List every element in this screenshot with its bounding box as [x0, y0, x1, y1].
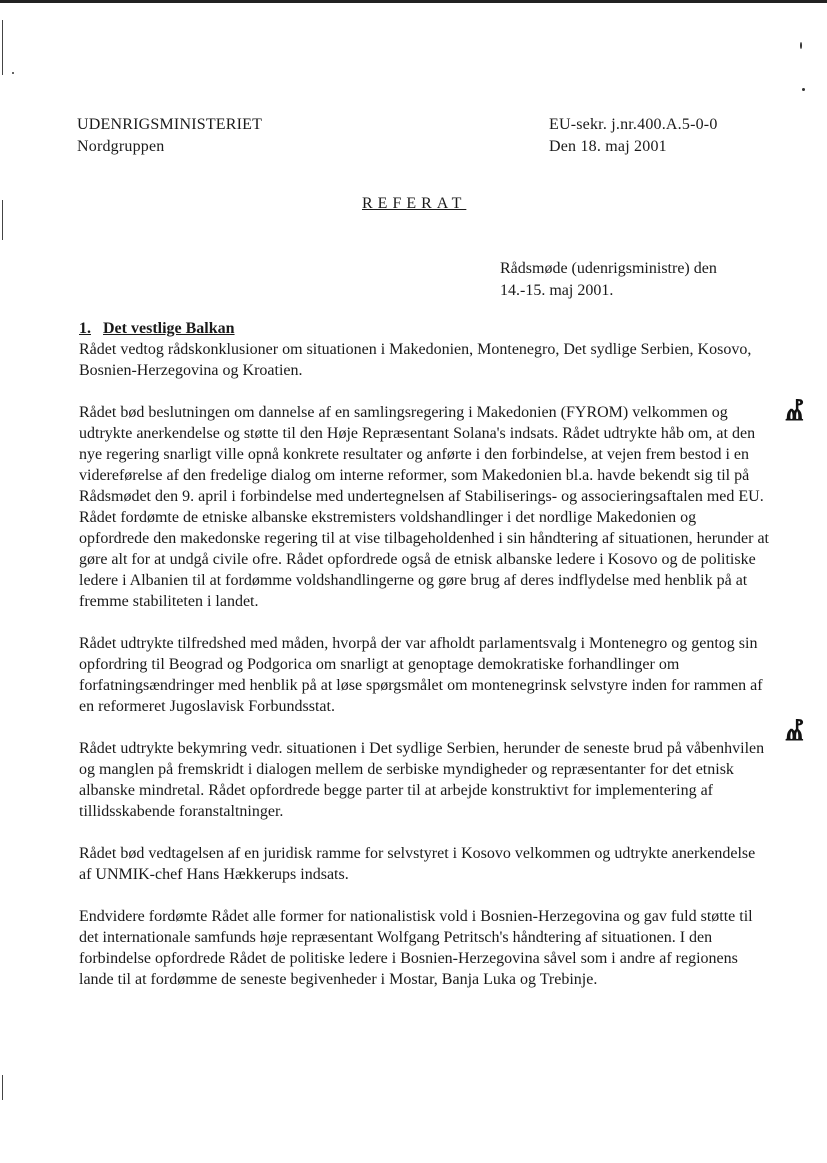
punch-hole-mark: Ⰼ [785, 397, 804, 427]
scan-edge-mark [2, 20, 3, 75]
scan-edge-mark [2, 200, 3, 240]
section-number: 1. [79, 320, 91, 337]
department-name: Nordgruppen [77, 138, 165, 155]
scan-top-rule [0, 0, 827, 3]
meeting-line-1: Rådsmøde (udenrigsministre) den [500, 260, 717, 277]
scan-speck [802, 88, 805, 91]
body-paragraph: Rådet udtrykte tilfredshed med måden, hvorpå der var afholdt parlamentsvalg i Montenegro og gentog sin opfordring til Beograd og Podgorica om snarligt at genoptage demokratiske forhandlinger om forfatningsændringer med henblik på at løse spørgsmålet om montenegrinsk selvstyre inden for rammen af en reformeret Jugoslavisk Forbundsstat. [79, 635, 763, 715]
reference-block [549, 114, 718, 158]
sender-block [77, 114, 262, 158]
document-title: REFERAT [362, 195, 467, 212]
punch-hole-mark: Ⰼ [785, 717, 804, 747]
body-paragraph: Rådet vedtog rådskonklusioner om situationen i Makedonien, Montenegro, Det sydlige Serbien, Kosovo, Bosnien-Herzegovina og Kroatien. [79, 341, 752, 379]
scan-edge-mark [2, 1075, 3, 1100]
reference-number: EU-sekr. j.nr.400.A.5-0-0 [549, 116, 718, 133]
document-date: Den 18. maj 2001 [549, 138, 667, 155]
body-paragraph: Rådet bød beslutningen om dannelse af en samlingsregering i Makedonien (FYROM) velkommen og udtrykte anerkendelse og støtte til den Høje Repræsentant Solana's indsats. Rådet udtrykte håb om, at den nye regering snarligt ville opnå konkrete resultater og anførte i den forbindelse, at vejen frem bestod i en videreførelse af den fredelige dialog om interne reformer, som Makedonien bl.a. havde bekendt sig til på Rådsmødet den 9. april i forbindelse med undertegnelsen af Stabiliserings- og associeringsaftalen med EU. Rådet fordømte de etniske albanske ekstremisters voldshandlinger i det nordlige Makedonien og opfordrede den makedonske regering til at vise tilbageholdenhed i sin håndtering af situationen, herunder at gøre alt for at undgå civile ofre. Rådet opfordrede også de etnisk albanske ledere i Kosovo og de politiske ledere i Albanien til at fordømme voldshandlingerne og gøre brug af deres indflydelse med henblik på at fremme stabiliteten i landet. [79, 404, 769, 610]
scan-speck [12, 72, 14, 74]
body-paragraph: Rådet udtrykte bekymring vedr. situationen i Det sydlige Serbien, herunder de seneste brud på våbenhvilen og manglen på fremskridt i dialogen mellem de serbiske myndigheder og repræsentanter for det etnisk albanske mindretal. Rådet opfordrede begge parter til at arbejde konstruktivt for implementering af tillidsskabende foranstaltninger. [79, 740, 765, 820]
section-heading [79, 318, 769, 339]
document-body [79, 318, 769, 1011]
body-paragraph: Endvidere fordømte Rådet alle former for nationalistisk vold i Bosnien-Herzegovina og gav fuld støtte til det internationale samfunds høje repræsentant Wolfgang Petritsch's håndtering af situationen. I den forbindelse opfordrede Rådet de politiske ledere i Bosnien-Herzegovina såvel som i andre af regionens lande til at fordømme de seneste begivenheder i Mostar, Banja Luka og Trebinje. [79, 908, 753, 988]
scan-speck [800, 42, 802, 49]
section-title: Det vestlige Balkan [103, 320, 235, 337]
body-paragraph: Rådet bød vedtagelsen af en juridisk ramme for selvstyret i Kosovo velkommen og udtrykte anerkendelse af UNMIK-chef Hans Hækkerups indsats. [79, 845, 756, 883]
meeting-info [500, 258, 790, 302]
ministry-name: UDENRIGSMINISTERIET [77, 116, 263, 133]
meeting-line-2: 14.-15. maj 2001. [500, 282, 614, 299]
